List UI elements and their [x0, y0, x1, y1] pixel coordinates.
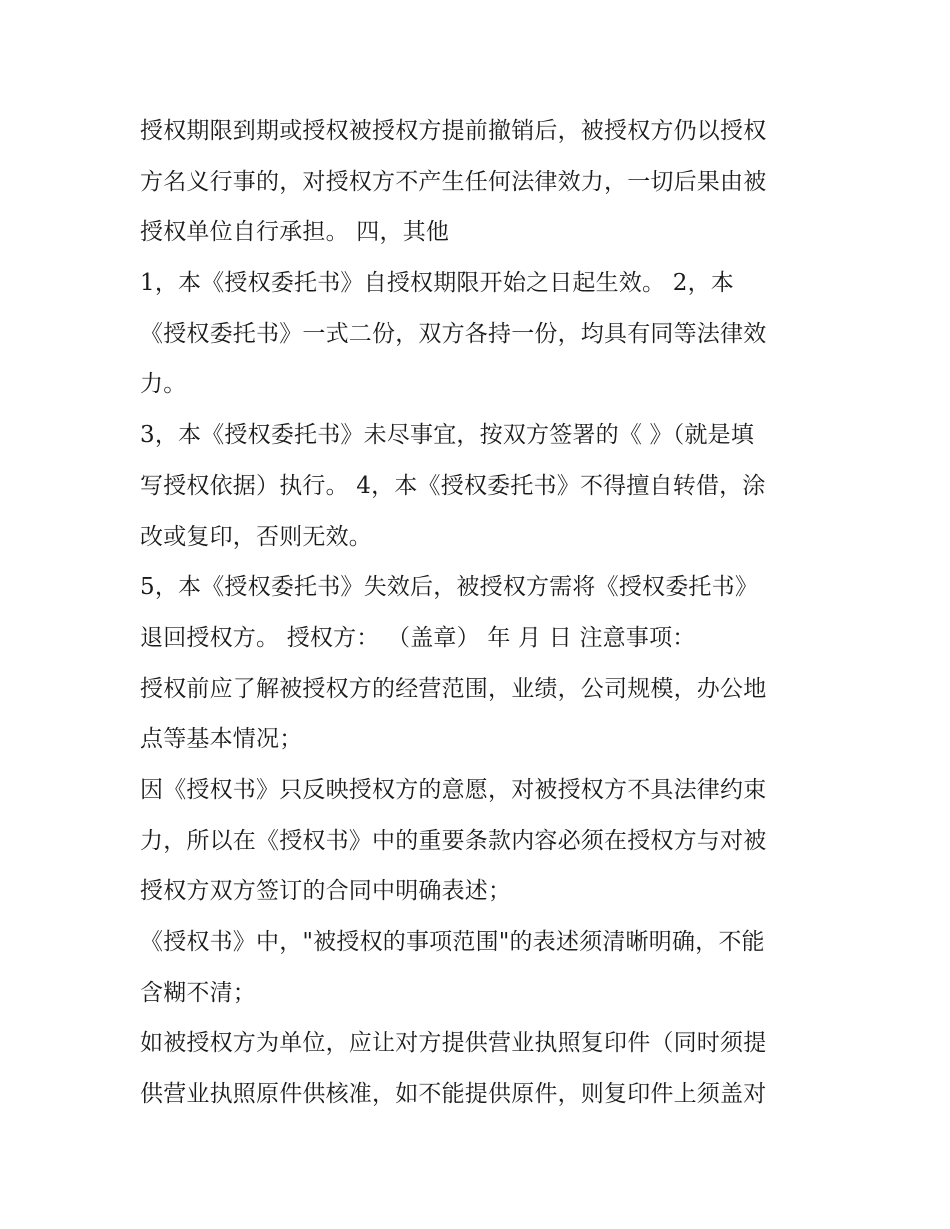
text-line: 含糊不清； [140, 979, 256, 1006]
text-line: 授权期限到期或授权被授权方提前撤销后，被授权方仍以授权 [140, 118, 767, 144]
text-line: 力。 [140, 371, 187, 398]
text-line: 写授权依据）执行。 4，本《授权委托书》不得擅自转借，涂 [140, 472, 766, 499]
text-line: 力，所以在《授权书》中的重要条款内容必须在授权方与对被 [140, 827, 767, 854]
text-line: 供营业执照原件供核准，如不能提供原件，则复印件上须盖对 [140, 1081, 767, 1108]
text-line: 因《授权书》只反映授权方的意愿，对被授权方不具法律约束 [140, 776, 767, 803]
document-body [140, 106, 820, 1120]
text-line: 授权单位自行承担。 四，其他 [140, 219, 450, 246]
text-line: 退回授权方。 授权方： （盖章） 年 月 日 注意事项： [140, 624, 696, 651]
text-line: 点等基本情况； [140, 726, 303, 753]
text-line: 如被授权方为单位，应让对方提供营业执照复印件（同时须提 [140, 1030, 767, 1057]
text-line: 1，本《授权委托书》自授权期限开始之日起生效。 2，本 [140, 270, 734, 297]
text-line: 方名义行事的，对授权方不产生任何法律效力，一切后果由被 [140, 168, 767, 195]
text-line: 《授权书》中，"被授权的事项范围"的表述须清晰明确，不能 [140, 929, 765, 955]
text-line: 5，本《授权委托书》失效后，被授权方需将《授权委托书》 [140, 574, 759, 601]
text-line: 《授权委托书》一式二份，双方各持一份，均具有同等法律效 [140, 320, 767, 347]
text-line: 3，本《授权委托书》未尽事宜，按双方签署的《 》（就是填 [140, 422, 755, 449]
text-line: 授权方双方签订的合同中明确表述； [140, 878, 512, 905]
text-line: 授权前应了解被授权方的经营范围，业绩，公司规模，办公地 [140, 675, 767, 702]
text-line: 改或复印，否则无效。 [140, 523, 372, 550]
